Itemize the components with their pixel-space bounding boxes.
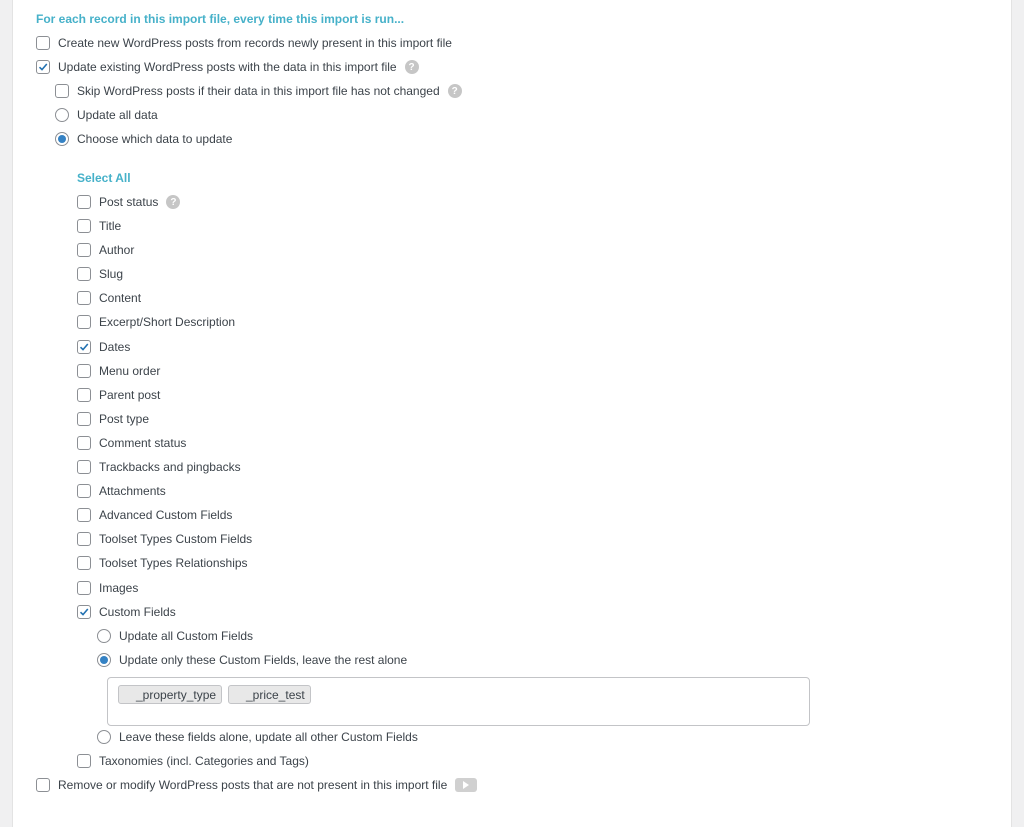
field-checkbox[interactable]	[77, 754, 91, 768]
field-label: Advanced Custom Fields	[99, 508, 233, 522]
field-checkbox[interactable]	[77, 412, 91, 426]
field-label: Toolset Types Custom Fields	[99, 532, 253, 546]
field-attachments[interactable]	[77, 481, 166, 501]
field-comment-status[interactable]	[77, 433, 186, 453]
update-only-custom-fields-radio[interactable]	[97, 653, 111, 667]
check-icon	[78, 606, 90, 618]
remove-missing-label: Remove or modify WordPress posts that are not present in this import file	[58, 778, 448, 792]
field-checkbox[interactable]	[77, 532, 91, 546]
field-label: Toolset Types Relationships	[99, 556, 248, 570]
field-toolset-relationships[interactable]	[77, 553, 248, 573]
tag-chip[interactable]: _price_test	[228, 685, 311, 704]
field-trackbacks[interactable]	[77, 457, 241, 477]
field-title[interactable]	[77, 216, 121, 236]
update-all-data-label: Update all data	[77, 108, 158, 122]
leave-fields-alone-radio[interactable]	[97, 730, 111, 744]
field-custom-fields[interactable]	[77, 602, 176, 622]
radio-selected-dot	[100, 656, 108, 664]
field-menu-order[interactable]	[77, 361, 160, 381]
field-checkbox[interactable]	[77, 291, 91, 305]
update-existing-label: Update existing WordPress posts with the data in this import file	[58, 60, 397, 74]
create-new-label: Create new WordPress posts from records newly present in this import file	[58, 36, 452, 50]
update-all-data-radio[interactable]	[55, 108, 69, 122]
field-post-status[interactable]	[77, 192, 180, 212]
choose-data-option[interactable]	[55, 129, 232, 149]
choose-data-label: Choose which data to update	[77, 132, 233, 146]
field-label: Post type	[99, 412, 150, 426]
field-label: Attachments	[99, 484, 166, 498]
help-icon[interactable]: ?	[166, 195, 180, 209]
field-label: Parent post	[99, 388, 161, 402]
radio-selected-dot	[58, 135, 66, 143]
field-dates[interactable]	[77, 337, 130, 357]
field-checkbox[interactable]	[77, 195, 91, 209]
field-post-type[interactable]	[77, 409, 149, 429]
field-toolset-custom-fields[interactable]	[77, 529, 252, 549]
check-icon	[78, 341, 90, 353]
field-label: Content	[99, 291, 142, 305]
update-existing-checkbox[interactable]	[36, 60, 50, 74]
field-label: Custom Fields	[99, 605, 176, 619]
field-label: Dates	[99, 340, 131, 354]
update-all-custom-fields-option[interactable]	[97, 626, 253, 646]
field-checkbox[interactable]	[77, 243, 91, 257]
option-label: Update all Custom Fields	[119, 629, 254, 643]
field-checkbox[interactable]	[77, 340, 91, 354]
field-label: Menu order	[99, 364, 161, 378]
field-label: Excerpt/Short Description	[99, 315, 236, 329]
field-label: Taxonomies (incl. Categories and Tags)	[99, 754, 309, 768]
option-label: Leave these fields alone, update all other Custom Fields	[119, 730, 418, 744]
update-all-data-option[interactable]	[55, 105, 158, 125]
field-checkbox[interactable]	[77, 581, 91, 595]
field-excerpt[interactable]	[77, 312, 235, 332]
section-heading: For each record in this import file, every time this import is run...	[36, 12, 405, 26]
play-icon	[463, 781, 469, 789]
field-checkbox[interactable]	[77, 460, 91, 474]
leave-fields-alone-option[interactable]	[97, 727, 418, 747]
skip-unchanged-option[interactable]	[55, 81, 462, 101]
field-label: Comment status	[99, 436, 187, 450]
field-author[interactable]	[77, 240, 134, 260]
field-taxonomies[interactable]	[77, 751, 309, 771]
field-label: Post status	[99, 195, 159, 209]
skip-unchanged-label: Skip WordPress posts if their data in this import file has not changed	[77, 84, 440, 98]
update-existing-option[interactable]	[36, 57, 419, 77]
field-checkbox[interactable]	[77, 605, 91, 619]
field-images[interactable]	[77, 578, 138, 598]
create-new-option[interactable]	[36, 33, 452, 53]
field-label: Slug	[99, 267, 124, 281]
field-slug[interactable]	[77, 264, 123, 284]
field-checkbox[interactable]	[77, 388, 91, 402]
field-parent-post[interactable]	[77, 385, 160, 405]
help-icon[interactable]: ?	[405, 60, 419, 74]
select-all-link[interactable]: Select All	[77, 171, 131, 185]
update-only-custom-fields-option[interactable]	[97, 650, 407, 670]
field-checkbox[interactable]	[77, 508, 91, 522]
video-icon[interactable]	[455, 778, 477, 792]
check-icon	[37, 61, 49, 73]
create-new-checkbox[interactable]	[36, 36, 50, 50]
field-label: Title	[99, 219, 122, 233]
update-all-custom-fields-radio[interactable]	[97, 629, 111, 643]
help-icon[interactable]: ?	[448, 84, 462, 98]
field-label: Author	[99, 243, 135, 257]
option-label: Update only these Custom Fields, leave the rest alone	[119, 653, 408, 667]
field-checkbox[interactable]	[77, 556, 91, 570]
field-content[interactable]	[77, 288, 141, 308]
choose-data-radio[interactable]	[55, 132, 69, 146]
field-acf[interactable]	[77, 505, 232, 525]
remove-missing-option[interactable]	[36, 775, 477, 795]
field-checkbox[interactable]	[77, 267, 91, 281]
custom-fields-tag-input[interactable]	[107, 677, 810, 726]
field-checkbox[interactable]	[77, 436, 91, 450]
skip-unchanged-checkbox[interactable]	[55, 84, 69, 98]
field-label: Images	[99, 581, 139, 595]
field-checkbox[interactable]	[77, 315, 91, 329]
field-checkbox[interactable]	[77, 219, 91, 233]
field-checkbox[interactable]	[77, 364, 91, 378]
field-label: Trackbacks and pingbacks	[99, 460, 241, 474]
tag-chip[interactable]: _property_type	[118, 685, 222, 704]
field-checkbox[interactable]	[77, 484, 91, 498]
remove-missing-checkbox[interactable]	[36, 778, 50, 792]
